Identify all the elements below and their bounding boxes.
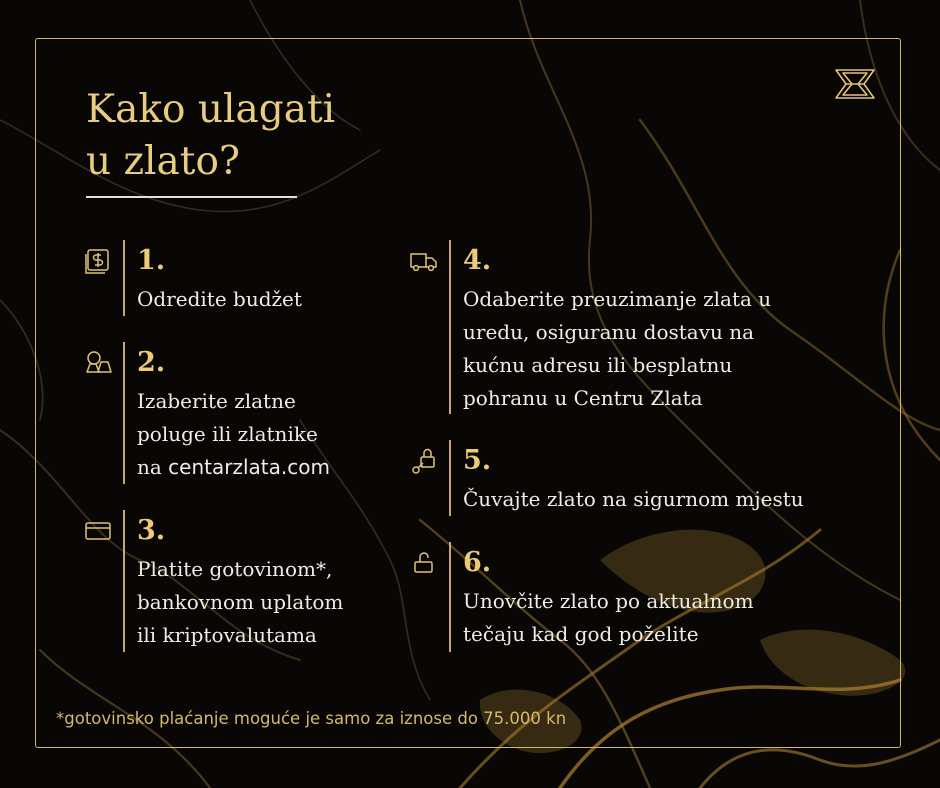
step-2-divider xyxy=(123,342,125,484)
step-4-number: 4. xyxy=(463,245,492,276)
lock-key-icon xyxy=(409,446,439,476)
step-6-text xyxy=(463,585,754,651)
step-5 xyxy=(449,440,869,516)
step-3 xyxy=(123,510,383,652)
step-2-number: 2. xyxy=(137,347,166,378)
delivery-truck-icon xyxy=(409,246,439,276)
step-6-line-2: tečaju kad god poželite xyxy=(463,622,699,646)
unlock-icon xyxy=(409,548,439,578)
step-4-divider xyxy=(449,240,451,414)
step-4-line-3: kućnu adresu ili besplatnu xyxy=(463,353,733,377)
step-5-line-1: Čuvajte zlato na sigurnom mjestu xyxy=(463,487,804,511)
step-3-divider xyxy=(123,510,125,652)
step-3-line-2: bankovnom uplatom xyxy=(137,590,344,614)
step-1-number: 1. xyxy=(137,245,166,276)
step-3-line-3: ili kriptovalutama xyxy=(137,623,317,647)
money-bill-icon xyxy=(83,246,113,276)
page-title xyxy=(86,84,335,188)
cash-payment-footnote: *gotovinsko plaćanje moguće je samo za iznose do 75.000 kn xyxy=(56,709,567,728)
step-5-number: 5. xyxy=(463,445,492,476)
title-line-1: Kako ulagati xyxy=(86,87,336,132)
step-4-text xyxy=(463,283,771,415)
step-6 xyxy=(449,542,869,652)
step-5-text xyxy=(463,483,804,516)
step-1-divider xyxy=(123,240,125,316)
step-2-text xyxy=(137,385,330,484)
step-6-divider xyxy=(449,542,451,652)
step-4-line-4: pohranu u Centru Zlata xyxy=(463,386,703,410)
gold-bars-coins-icon xyxy=(83,348,113,378)
step-3-number: 3. xyxy=(137,515,166,546)
step-6-line-1: Unovčite zlato po aktualnom xyxy=(463,589,754,613)
step-2 xyxy=(123,342,383,484)
step-4 xyxy=(449,240,869,414)
step-1-line-1: Odredite budžet xyxy=(137,287,302,311)
step-2-line-3-prefix: na xyxy=(137,455,169,479)
step-2-line-1: Izaberite zlatne xyxy=(137,389,296,413)
step-6-number: 6. xyxy=(463,547,492,578)
credit-card-icon xyxy=(83,516,113,546)
step-3-text xyxy=(137,553,343,652)
step-2-line-3 xyxy=(137,451,330,484)
centarzlata-link[interactable]: centarzlata.com xyxy=(168,455,330,479)
step-4-line-1: Odaberite preuzimanje zlata u xyxy=(463,287,772,311)
centar-zlata-logo-icon xyxy=(834,68,876,100)
step-4-line-2: uredu, osiguranu dostavu na xyxy=(463,320,755,344)
step-2-line-2: poluge ili zlatnike xyxy=(137,422,318,446)
step-1 xyxy=(123,240,383,316)
step-1-text xyxy=(137,283,302,316)
title-underline xyxy=(86,196,297,198)
step-3-line-1: Platite gotovinom*, xyxy=(137,557,333,581)
step-5-divider xyxy=(449,440,451,516)
title-line-2: u zlato? xyxy=(86,139,240,184)
